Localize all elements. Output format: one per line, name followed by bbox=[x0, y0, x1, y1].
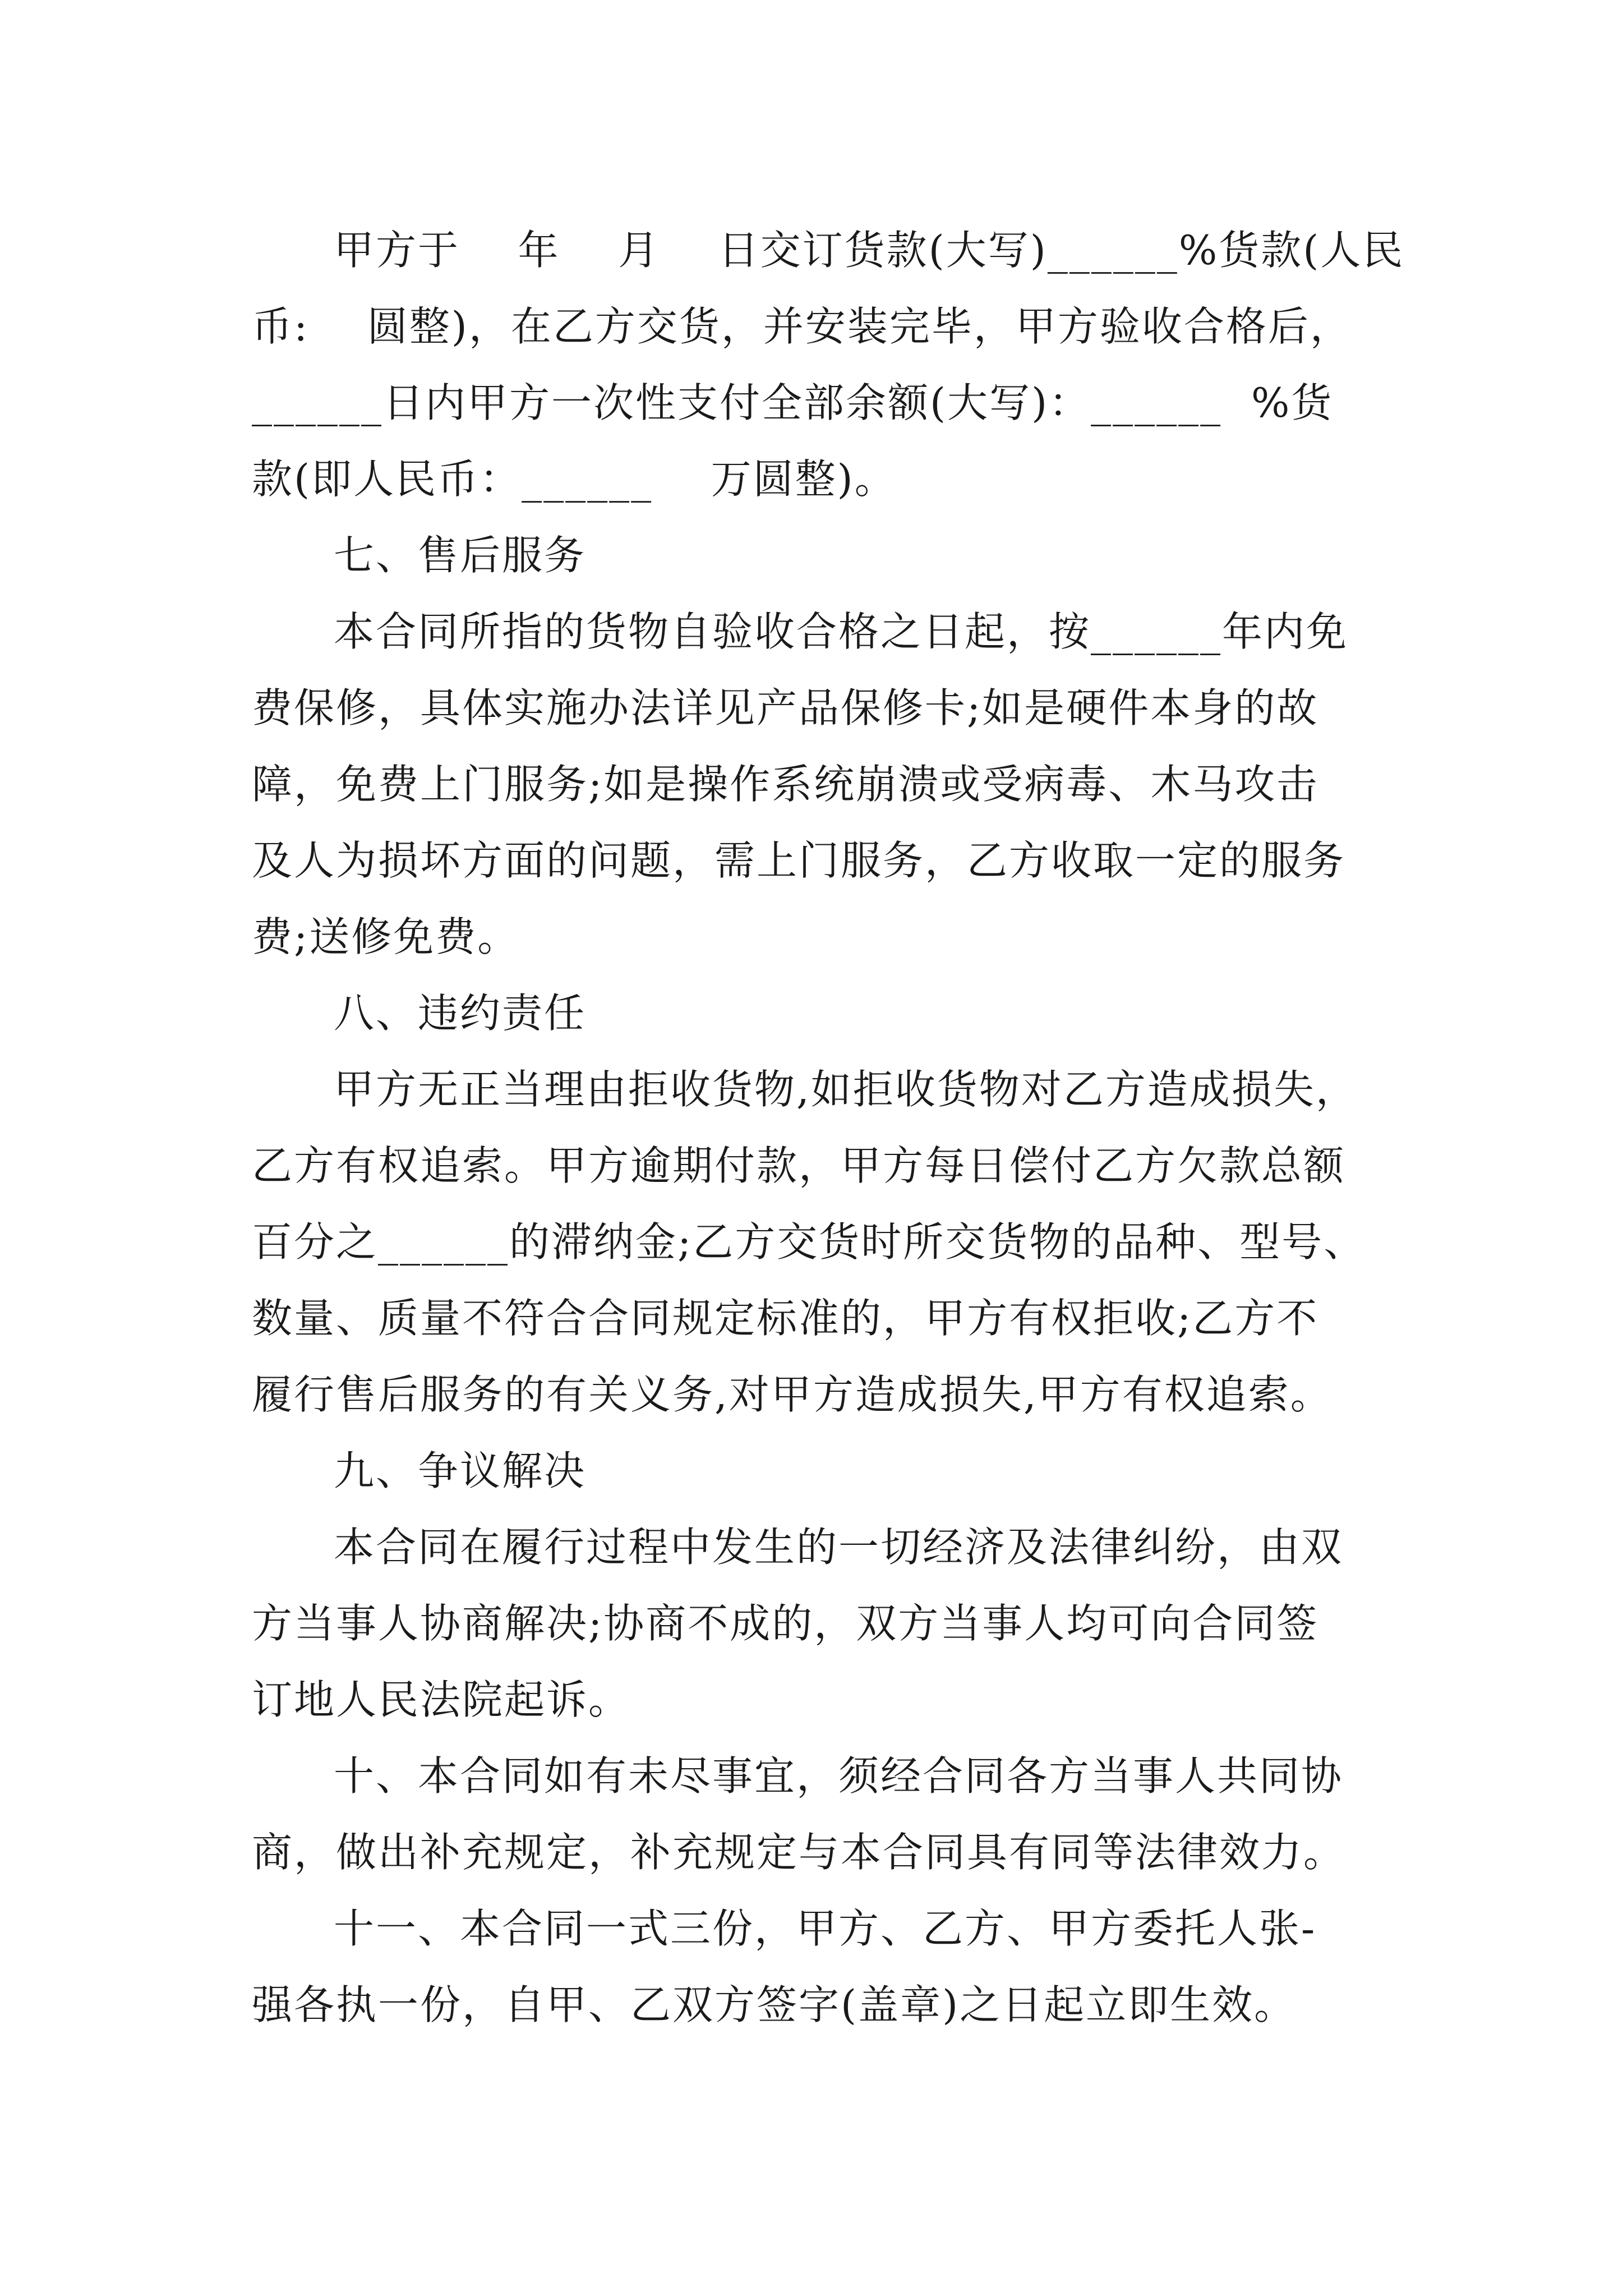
contract-line: 甲方于 年 月 日交订货款(大写)______%货款(人民 bbox=[334, 227, 1405, 274]
contract-line: 方当事人协商解决;协商不成的，双方当事人均可向合同签 bbox=[252, 1600, 1319, 1647]
contract-line: 订地人民法院起诉。 bbox=[252, 1676, 631, 1723]
contract-line: 十一、本合同一式三份，甲方、乙方、甲方委托人张- bbox=[334, 1905, 1317, 1952]
section-heading-after-sales: 七、售后服务 bbox=[334, 532, 587, 579]
contract-line: 款(即人民币：______ 万圆整)。 bbox=[252, 455, 897, 503]
contract-line: 本合同所指的货物自验收合格之日起，按______年内免 bbox=[334, 608, 1349, 655]
contract-line: 履行售后服务的有关义务,对甲方造成损失,甲方有权追索。 bbox=[252, 1371, 1332, 1418]
contract-line: 百分之______的滞纳金;乙方交货时所交货物的品种、型号、 bbox=[252, 1218, 1366, 1266]
section-heading-dispute: 九、争议解决 bbox=[334, 1447, 587, 1494]
contract-line: 强各执一份，自甲、乙双方签字(盖章)之日起立即生效。 bbox=[252, 1981, 1297, 2028]
contract-line: ______日内甲方一次性支付全部余额(大写)：______ %货 bbox=[252, 379, 1334, 426]
section-heading-liability: 八、违约责任 bbox=[334, 990, 587, 1037]
contract-line: 商，做出补充规定，补充规定与本合同具有同等法律效力。 bbox=[252, 1829, 1346, 1876]
document-page bbox=[252, 212, 1405, 2043]
contract-line: 数量、质量不符合合同规定标准的，甲方有权拒收;乙方不 bbox=[252, 1295, 1319, 1342]
contract-line: 本合同在履行过程中发生的一切经济及法律纠纷，由双 bbox=[334, 1524, 1344, 1571]
contract-line: 十、本合同如有未尽事宜，须经合同各方当事人共同协 bbox=[334, 1752, 1344, 1800]
contract-line: 及人为损坏方面的问题，需上门服务，乙方收取一定的服务 bbox=[252, 837, 1346, 884]
contract-line: 障，免费上门服务;如是操作系统崩溃或受病毒、木马攻击 bbox=[252, 761, 1319, 808]
contract-line: 费;送修免费。 bbox=[252, 913, 520, 960]
contract-line: 乙方有权追索。甲方逾期付款，甲方每日偿付乙方欠款总额 bbox=[252, 1142, 1346, 1189]
contract-line: 甲方无正当理由拒收货物,如拒收货物对乙方造成损失， bbox=[334, 1066, 1358, 1113]
contract-line: 费保修，具体实施办法详见产品保修卡;如是硬件本身的故 bbox=[252, 684, 1319, 731]
contract-line: 币: 圆整)，在乙方交货，并安装完毕，甲方验收合格后， bbox=[252, 303, 1352, 350]
